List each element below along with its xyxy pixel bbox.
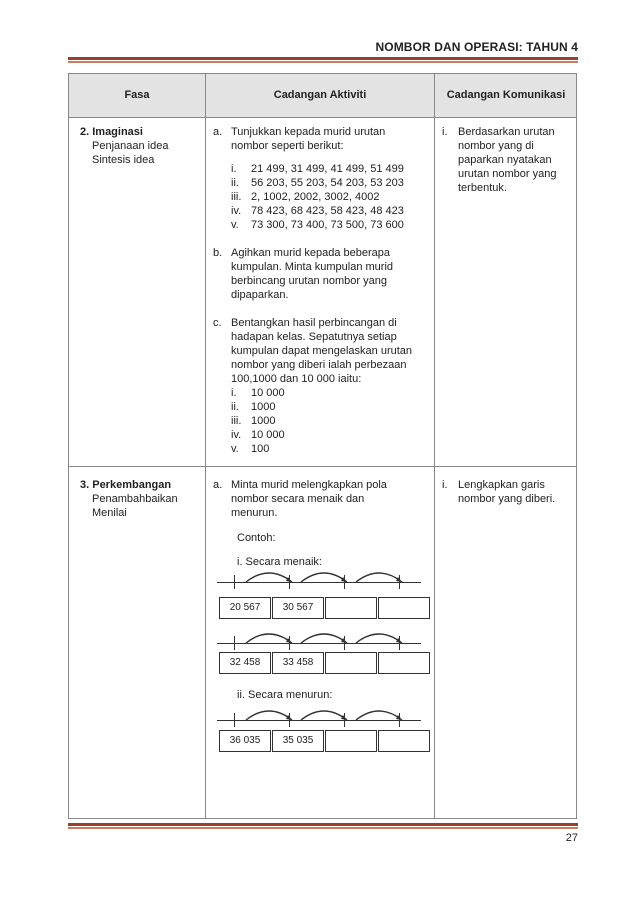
header-cadangan-aktiviti: Cadangan Aktiviti (273, 89, 367, 101)
row2-a-item-marker: iv. (231, 205, 242, 217)
row2-a-item: 56 203, 55 203, 54 203, 53 203 (251, 177, 404, 189)
row3-fasa-title: 3. Perkembangan (80, 479, 172, 491)
row2-kom-text: Berdasarkan urutan (458, 126, 555, 138)
row2-fasa-line: Sintesis idea (92, 154, 155, 166)
row2-a-item-marker: ii. (231, 177, 239, 189)
row2-a-item: 78 423, 68 423, 58 423, 48 423 (251, 205, 404, 217)
row3-kom-text: nombor yang diberi. (458, 493, 556, 505)
number-box: 36 035 (219, 730, 271, 752)
row2-c-item-marker: iv. (231, 429, 242, 441)
lesson-table (68, 73, 577, 819)
header-rule (68, 57, 578, 63)
number-box-empty[interactable] (325, 652, 377, 674)
number-box: 32 458 (219, 652, 271, 674)
row2-c-text: Bentangkan hasil perbincangan di (231, 317, 397, 329)
row2-c-item-marker: ii. (231, 401, 239, 413)
number-box: 30 567 (272, 597, 324, 619)
row3-a-text: nombor secara menaik dan (231, 493, 365, 505)
row2-c-item: 100 (251, 443, 270, 455)
row2-kom-text: urutan nombor yang (458, 168, 557, 180)
row2-a-item: 2, 1002, 2002, 3002, 4002 (251, 191, 380, 203)
column-divider (434, 74, 435, 818)
row2-b-marker: b. (213, 247, 223, 259)
row2-b-text: Agihkan murid kepada beberapa (231, 247, 391, 259)
row2-c-item: 1000 (251, 401, 276, 413)
row2-a-item: 21 499, 31 499, 41 499, 51 499 (251, 163, 404, 175)
row3-a-marker: a. (213, 479, 223, 491)
header-cadangan-komunikasi: Cadangan Komunikasi (446, 89, 566, 101)
row3-a-text: menurun. (231, 507, 278, 519)
number-box-empty[interactable] (325, 597, 377, 619)
row3-menurun-label: ii. Secara menurun: (237, 689, 333, 701)
row2-c-item: 10 000 (251, 429, 285, 441)
row3-a-text: Minta murid melengkapkan pola (231, 479, 387, 491)
number-box: 33 458 (272, 652, 324, 674)
number-box: 20 567 (219, 597, 271, 619)
row-divider (69, 466, 576, 467)
number-box-empty[interactable] (325, 730, 377, 752)
jump-arrows (244, 629, 409, 645)
number-line-tick (234, 713, 235, 727)
row2-kom-text: nombor yang di (458, 140, 534, 152)
row3-contoh: Contoh: (237, 532, 276, 544)
row2-c-item-marker: i. (231, 387, 237, 399)
row2-a-item-marker: v. (231, 219, 239, 231)
row2-a-item-marker: i. (231, 163, 237, 175)
row2-kom-marker: i. (442, 126, 448, 138)
column-divider (205, 74, 206, 818)
page-header-title: NOMBOR DAN OPERASI: TAHUN 4 (375, 40, 578, 54)
number-line-tick (234, 575, 235, 589)
row2-c-item: 10 000 (251, 387, 285, 399)
row2-c-marker: c. (213, 317, 222, 329)
row2-kom-text: terbentuk. (458, 182, 507, 194)
number-box-empty[interactable] (378, 597, 430, 619)
row3-fasa-line: Penambahbaikan (92, 493, 178, 505)
page-number: 27 (565, 832, 578, 844)
row2-a-marker: a. (213, 126, 223, 138)
row2-c-item-marker: v. (231, 443, 239, 455)
number-line-tick (234, 636, 235, 650)
row2-c-text: 100,1000 dan 10 000 iaitu: (231, 373, 362, 385)
row2-c-item-marker: iii. (231, 415, 242, 427)
row2-b-text: dipaparkan. (231, 289, 289, 301)
number-box-empty[interactable] (378, 652, 430, 674)
row3-kom-marker: i. (442, 479, 448, 491)
row2-fasa-title: 2. Imaginasi (80, 126, 143, 138)
row2-c-item: 1000 (251, 415, 276, 427)
table-header-row (69, 74, 576, 118)
row2-c-text: hadapan kelas. Sepatutnya setiap (231, 331, 397, 343)
footer-rule (68, 823, 578, 829)
row2-c-text: kumpulan dapat mengelaskan urutan (231, 345, 413, 357)
row2-b-text: berbincang urutan nombor yang (231, 275, 387, 287)
jump-arrows (244, 706, 409, 722)
header-fasa: Fasa (124, 89, 150, 101)
row2-a-item-marker: iii. (231, 191, 242, 203)
row2-a-item: 73 300, 73 400, 73 500, 73 600 (251, 219, 404, 231)
jump-arrows (244, 568, 409, 584)
row2-b-text: kumpulan. Minta kumpulan murid (231, 261, 394, 273)
row2-a-text: Tunjukkan kepada murid urutan (231, 126, 386, 138)
row2-c-text: nombor yang diberi ialah perbezaan (231, 359, 407, 371)
row2-a-text: nombor seperti berikut: (231, 140, 344, 152)
row2-kom-text: paparkan nyatakan (458, 154, 552, 166)
row3-fasa-line: Menilai (92, 507, 127, 519)
row3-kom-text: Lengkapkan garis (458, 479, 545, 491)
row3-menaik-label: i. Secara menaik: (237, 556, 322, 568)
number-box: 35 035 (272, 730, 324, 752)
row2-fasa-line: Penjanaan idea (92, 140, 169, 152)
number-box-empty[interactable] (378, 730, 430, 752)
